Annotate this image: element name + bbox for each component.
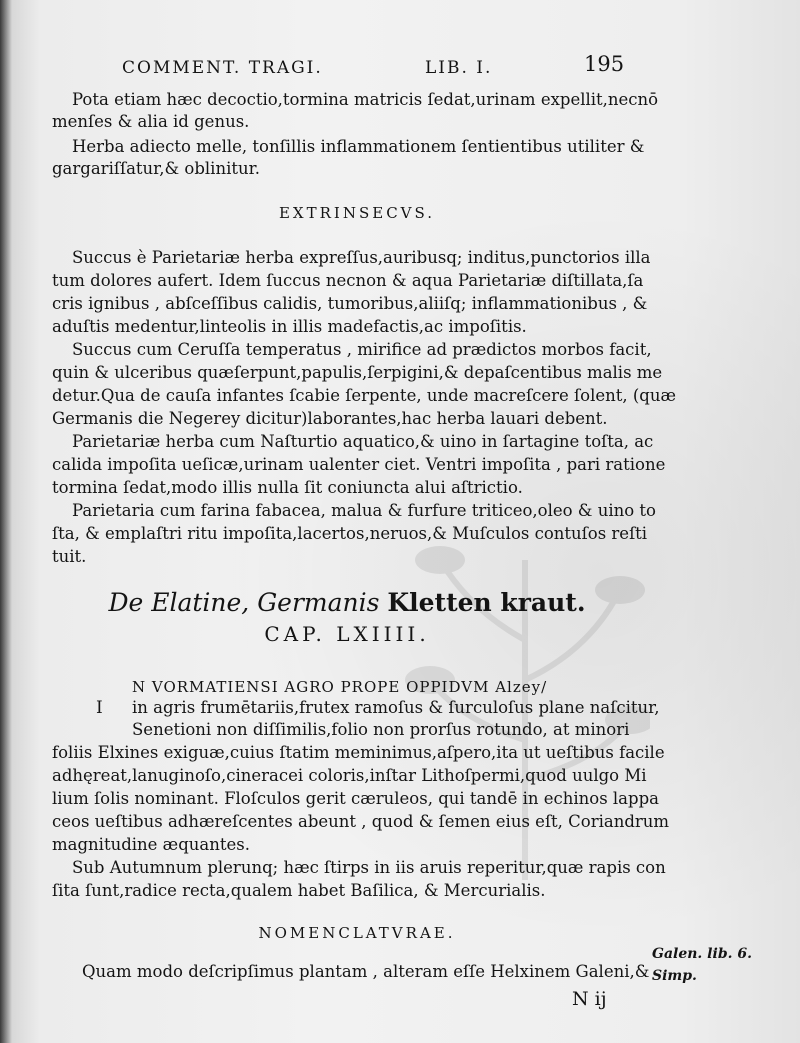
text-line: N VORMATIENSI AGRO PROPE OPPIDVM Alzey/: [132, 678, 548, 696]
text-line: Parietaria cum farina fabacea, malua & furfure triticeo,oleo & uino to: [72, 501, 656, 520]
text-line: Pota etiam hæc decoctio,tormina matricis ſedat,urinam expellit,necnō: [72, 90, 659, 109]
text-line: ſita ſunt,radice recta,qualem habet Baſilica, & Mercurialis.: [52, 881, 546, 900]
text-line: in agris frumētariis,frutex ramoſus & ſurculoſus plane naſcitur,: [132, 698, 660, 717]
header-book-number: LIB. I.: [425, 58, 493, 78]
running-header: [122, 52, 625, 82]
text-line: Quam modo deſcripſimus plantam , alteram eſſe Helxinem Galeni,&: [82, 962, 650, 981]
chapter-title-latin: De Elatine, Germanis: [108, 588, 388, 617]
text-line: calida impoſita ueſicæ,urinam ualenter ciet. Ventri impoſita , pari ratione: [52, 455, 666, 474]
text-line: Parietariæ herba cum Naſturtio aquatico,& uino in ſartagine toſta, ac: [72, 432, 654, 451]
signature-mark: N ij: [572, 988, 607, 1010]
text-line: menſes & alia id genus.: [52, 112, 250, 131]
text-line: ceos ueſtibus adhæreſcentes abeunt , quod & ſemen eius eſt, Coriandrum: [52, 812, 670, 831]
text-line: foliis Elxines exiguæ,cuius ſtatim meminimus,aſpero,ita ut ueſtibus facile: [52, 743, 665, 762]
text-line: lium ſolis nominant. Floſculos gerit cæruleos, qui tandē in echinos lappa: [52, 789, 659, 808]
text-line: magnitudine æquantes.: [52, 835, 250, 854]
text-line: Sub Autumnum plerunq; hæc ſtirps in iis aruis reperitur,quæ rapis con: [72, 858, 666, 877]
text-line: Succus cum Ceruſſa temperatus , mirifice ad prædictos morbos facit,: [72, 340, 652, 359]
margin-note-line2: Simp.: [652, 968, 697, 984]
section-heading-nomenclaturae: NOMENCLATVRAE.: [258, 924, 456, 942]
chapter-number: CAP. LXIIII.: [264, 622, 430, 646]
text-line: tormina ſedat,modo illis nulla ſit coniuncta alui aſtrictio.: [52, 478, 523, 497]
text-line: cris ignibus , abſceſſibus calidis, tumoribus,aliiſq; inflammationibus , &: [52, 294, 648, 313]
text-line: Germanis die Negerey dicitur)laborantes,hac herba lauari debent.: [52, 409, 608, 428]
text-line: quin & ulceribus quæſerpunt,papulis,ſerpigini,& depaſcentibus malis me: [52, 363, 663, 382]
text-line: tum dolores aufert. Idem ſuccus necnon & aqua Parietariæ diſtillata,ſa: [52, 271, 644, 290]
text-line: adhęreat,lanuginoſo,cineracei coloris,inſtar Lithoſpermi,quod uulgo Mi: [52, 766, 647, 785]
text-line: Herba adiecto melle, tonſillis inflammationem ſentientibus utiliter &: [72, 137, 645, 156]
margin-note-line1: Galen. lib. 6.: [652, 946, 752, 962]
text-line: tuit.: [52, 547, 87, 566]
text-line: Senetioni non diſſimilis,folio non prorſus rotundo, at minori: [132, 720, 630, 739]
page-number: 195: [584, 52, 625, 76]
section-heading-extrinsecus: EXTRINSECVS.: [278, 204, 436, 222]
text-line: detur.Qua de cauſa infantes ſcabie ſerpente, unde macreſcere ſolent, (quæ: [52, 386, 676, 405]
header-title: COMMENT. TRAGI.: [122, 58, 323, 78]
text-line: aduſtis medentur,linteolis in illis madefactis,ac impoſitis.: [52, 317, 527, 336]
text-line: ſta, & emplaſtri ritu impoſita,lacertos,neruos,& Muſculos contuſos reſti: [52, 524, 648, 543]
chapter-initial-letter: I: [96, 698, 103, 718]
page-spine-shadow: [0, 0, 12, 1043]
chapter-title: [52, 588, 642, 617]
chapter-title-german: Kletten kraut.: [387, 588, 586, 617]
text-line: Succus è Parietariæ herba expreſſus,auribusq; inditus,punctorios illa: [72, 248, 651, 267]
text-line: gargariſſatur,& oblinitur.: [52, 159, 260, 178]
